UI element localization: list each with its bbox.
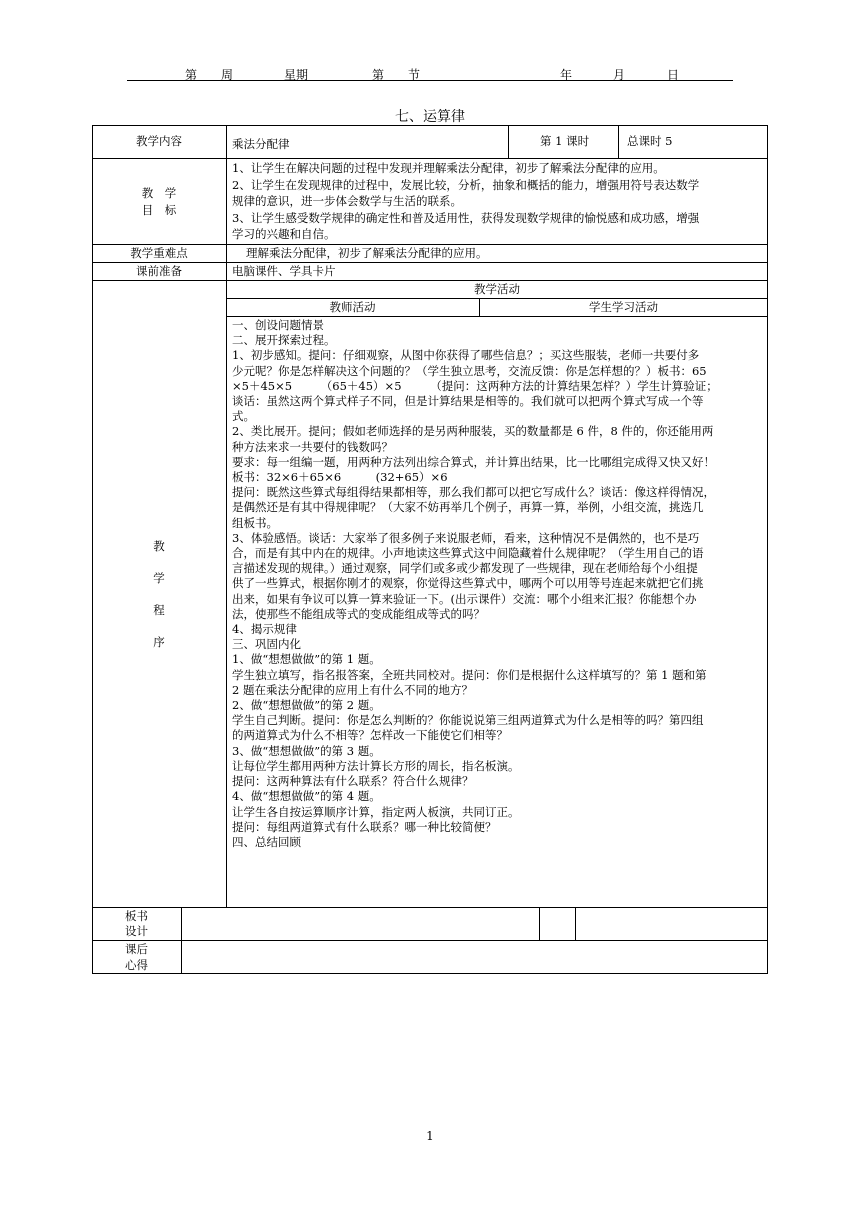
content-label: 教学内容 <box>136 134 182 148</box>
row-divider <box>92 244 768 245</box>
procedure-line: 4、做“想想做做”的第 4 题。 <box>232 789 381 804</box>
preparation-label: 课前准备 <box>136 264 182 278</box>
col-divider <box>618 125 619 158</box>
procedure-line: 1、初步感知。提问：仔细观察，从图中你获得了哪些信息？；买这些服装，老师一共要付多 <box>232 348 700 363</box>
objectives-label-1: 教 学 <box>141 186 177 200</box>
row-divider <box>92 262 768 263</box>
procedure-line: 2、类比展开。提问；假如老师选择的是另两种服装，买的数量都是 6 件，8 件的，你还能用两 <box>232 424 714 439</box>
procedure-line: 一、创设问题情景 <box>232 318 324 332</box>
key-points-label: 教学重难点 <box>130 246 188 260</box>
header-year: 年 <box>560 68 573 82</box>
procedure-label-char: 学 <box>153 571 165 585</box>
procedure-line: 提问：既然这些算式每组得结果都相等，那么我们都可以把它写成什么？谈话：像这样得情况， <box>232 485 715 500</box>
col-divider <box>508 125 509 158</box>
procedure-line: 1、做“想想做做”的第 1 题。 <box>232 652 381 667</box>
row-divider <box>226 298 768 299</box>
procedure-line: 式。 <box>232 409 255 424</box>
procedure-line: 谈话：虽然这两个算式样子不同，但是计算结果是相等的。我们就可以把两个算式写成一个等 <box>232 394 704 409</box>
total-lessons: 总课时 5 <box>627 134 673 148</box>
teacher-activity-header: 教师活动 <box>329 300 376 314</box>
row-divider <box>92 158 768 159</box>
procedure-line: 合，而是有其中内在的规律。小声地读这些算式这中间隐藏着什么规律呢？（学生用自己的语 <box>232 546 704 561</box>
procedure-line: 四、总结回顾 <box>232 834 301 849</box>
key-points-text: 理解乘法分配律，初步了解乘法分配律的应用。 <box>246 246 488 260</box>
procedure-line: 提问：这两种算法有什么联系？符合什么规律？ <box>232 774 474 789</box>
header-month: 月 <box>613 68 626 82</box>
procedure-line: 是偶然还是有其中得规律呢？（大家不妨再举几个例子，再算一算，举例，小组交流，挑选几 <box>232 500 704 515</box>
procedure-line: 法，使那些不能组成等式的变成能组成等式的吗？ <box>232 606 485 621</box>
procedure-line: 2、做“想想做做”的第 2 题。 <box>232 698 381 713</box>
procedure-line: 学生自己判断。提问：你是怎么判断的？你能说说第三组两道算式为什么是相等的吗？第四组 <box>232 713 704 728</box>
procedure-line: 三、巩固内化 <box>232 637 301 652</box>
procedure-line: 供了一些算式，根据你刚才的观察，你觉得这些算式中，哪两个可以用等号连起来就把它们挑 <box>232 576 704 591</box>
procedure-line: 出来，如果有争议可以算一算来验证一下。(出示课件）交流：哪个小组来汇报？你能想个办 <box>232 591 697 606</box>
objective-line: 学习的兴趣和自信。 <box>232 227 336 241</box>
row-divider <box>92 280 768 281</box>
header-day: 日 <box>667 68 680 82</box>
procedure-line: 少元呢？你是怎样解决这个问题的？（学生独立思考，交流反馈：你是怎样想的？）板书：65 <box>232 363 707 378</box>
procedure-line: 让每位学生都用两种方法计算长方形的周长，指名板演。 <box>232 758 520 773</box>
header-week: 第 周 <box>185 68 234 82</box>
procedure-label-char: 教 <box>153 539 165 553</box>
procedure-line: 言描述发现的规律。）通过观察，同学们或多或少都发现了一些规律，现在老师给每个小组提 <box>232 561 698 576</box>
reflection-label-1: 课后 <box>125 942 148 956</box>
procedure-line: 要求：每一组编一题，用两种方法列出综合算式，并计算出结果，比一比哪组完成得又快又好！ <box>232 454 715 469</box>
procedure-line: 组板书。 <box>232 515 278 530</box>
procedure-line: 让学生各自按运算顺序计算，指定两人板演，共同订正。 <box>232 804 520 819</box>
lesson-number: 第 1 课时 <box>540 134 590 148</box>
objectives-text <box>232 160 765 243</box>
procedure-line: 提问：每组两道算式有什么联系？哪一种比较简便？ <box>232 819 497 834</box>
col-divider <box>575 907 576 940</box>
procedure-line: 3、体验感悟。谈话：大家举了很多例子来说服老师，看来，这种情况不是偶然的，也不是巧 <box>232 530 700 545</box>
objective-line: 3、让学生感受数学规律的确定性和普及适用性，获得发现数学规律的愉悦感和成功感，增强 <box>232 210 700 225</box>
page-header <box>127 66 733 81</box>
procedure-line: 种方法来求一共要付的钱数吗？ <box>232 439 393 454</box>
procedure-label-char: 程 <box>153 603 165 617</box>
row-divider <box>226 316 768 317</box>
activity-header: 教学活动 <box>474 282 520 296</box>
objective-line: 2、让学生在发现规律的过程中，发展比较，分析，抽象和概括的能力，增强用符号表达数学 <box>232 177 700 192</box>
procedure-label-char: 序 <box>153 635 165 649</box>
procedure-line: 板书：32×6＋65×6 (32+65）×6 <box>232 470 448 485</box>
procedure-line: 学生独立填写，指名报答案，全班共同校对。提问：你们是根据什么这样填写的？第 1 题和第 <box>232 667 707 682</box>
procedure-body <box>232 318 765 850</box>
preparation-text: 电脑课件、学具卡片 <box>232 264 336 278</box>
reflection-label-2: 心得 <box>125 958 148 972</box>
lesson-topic: 乘法分配律 <box>232 137 290 151</box>
header-period: 第 节 <box>372 68 421 82</box>
col-divider <box>181 907 182 974</box>
objective-line: 规律的意识，进一步体会数学与生活的联系。 <box>232 194 462 208</box>
page-number: 1 <box>426 1129 434 1143</box>
col-divider <box>539 907 540 940</box>
board-design-label-1: 板书 <box>125 909 148 923</box>
procedure-line: 2 题在乘法分配律的应用上有什么不同的地方？ <box>232 682 473 697</box>
row-divider <box>92 907 768 908</box>
procedure-line: 的两道算式为什么不相等？怎样改一下能使它们相等？ <box>232 728 508 743</box>
row-divider <box>92 940 768 941</box>
procedure-line: 二、展开探索过程。 <box>232 333 336 348</box>
student-activity-header: 学生学习活动 <box>589 300 658 314</box>
procedure-line: 4、揭示规律 <box>232 622 297 637</box>
header-weekday: 星期 <box>284 68 309 82</box>
objective-line: 1、让学生在解决问题的过程中发现并理解乘法分配律，初步了解乘法分配律的应用。 <box>232 161 665 175</box>
objectives-label-2: 目 标 <box>141 203 177 217</box>
page-title: 七、运算律 <box>395 109 465 125</box>
board-design-label-2: 设计 <box>125 924 148 938</box>
procedure-line: ×5＋45×5 （65＋45）×5 （提问：这两种方法的计算结果怎样？）学生计算验证； <box>232 378 718 393</box>
procedure-line: 3、做“想想做做”的第 3 题。 <box>232 743 381 758</box>
col-divider <box>226 125 227 907</box>
